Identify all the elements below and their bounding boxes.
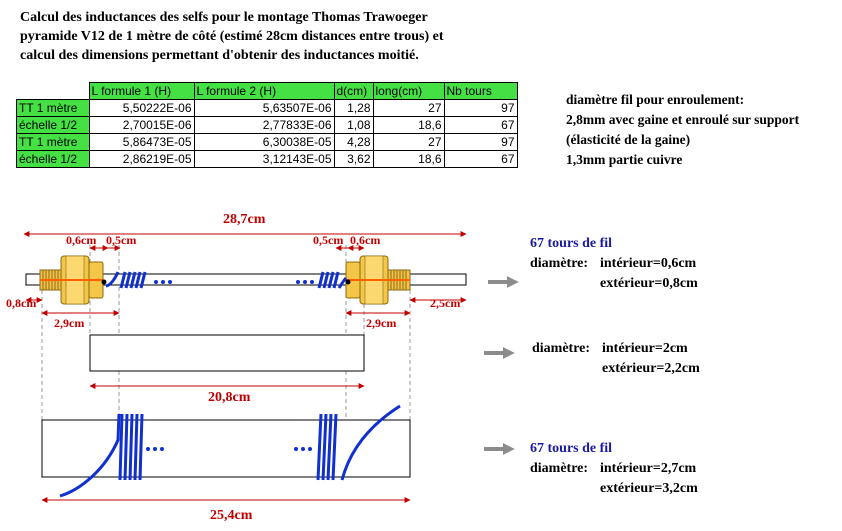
coil2-outer-row [530, 479, 698, 499]
cell-l1: 5,50222E-06 [89, 100, 194, 117]
cell-d: 3,62 [334, 151, 373, 168]
small-coil-dots-left [154, 280, 172, 284]
dim-left-inner-label: 0,5cm [106, 233, 137, 247]
cell-turns: 97 [444, 134, 517, 151]
tube-inner-row [532, 339, 700, 359]
coil1-turns: 67 tours de fil [530, 236, 613, 251]
right-connector [346, 256, 410, 304]
tube-inner: intérieur=2cm [602, 341, 688, 356]
spacer [530, 479, 600, 499]
cell-l1: 2,86219E-05 [89, 151, 194, 168]
dim-right-span-label: 2,9cm [366, 316, 397, 330]
cell-l1: 5,86473E-05 [89, 134, 194, 151]
coil1-outer: extérieur=0,8cm [600, 276, 698, 291]
coil1-diameter-label: diamètre: [530, 256, 589, 271]
cell-turns: 67 [444, 151, 517, 168]
cell-long: 18,6 [373, 151, 444, 168]
col-header-l1: L formule 1 (H) [89, 83, 194, 100]
tube-outer-row [532, 359, 700, 379]
intro-line-1: Calcul des inductances des selfs pour le montage Thomas Trawoeger [20, 10, 428, 25]
coil2-outer: extérieur=3,2cm [600, 481, 698, 496]
coil2-diameter-label: diamètre: [530, 461, 589, 476]
tube-outer: extérieur=2,2cm [602, 361, 700, 376]
dim-left-outer-label: 0,6cm [66, 233, 97, 247]
coil2-inner: intérieur=2,7cm [600, 461, 697, 476]
wire-note-line-4: 1,3mm partie cuivre [566, 152, 683, 167]
spacer [530, 274, 600, 294]
wire-note-line-3: (élasticité de la gaine) [566, 132, 691, 147]
dim-total-label: 28,7cm [223, 212, 266, 227]
cell-turns: 97 [444, 100, 517, 117]
left-solder-dot [102, 280, 107, 285]
coil2-turns: 67 tours de fil [530, 441, 613, 456]
coil1-outer-row [530, 274, 698, 294]
coil1-inner-row [530, 254, 698, 274]
cell-l2: 6,30038E-05 [194, 134, 334, 151]
cell-l2: 2,77833E-06 [194, 117, 334, 134]
cell-d: 1,28 [334, 100, 373, 117]
row-label: TT 1 mètre [17, 134, 90, 151]
big-coil-dots-right [294, 447, 312, 451]
row-label: échelle 1/2 [17, 151, 90, 168]
cell-d: 4,28 [334, 134, 373, 151]
cell-turns: 67 [444, 117, 517, 134]
small-coil-dots-right [296, 280, 314, 284]
col-header-l2: L formule 2 (H) [194, 83, 334, 100]
coil2-inner-row [530, 459, 698, 479]
inner-tube [90, 335, 364, 371]
cell-l2: 5,63507E-06 [194, 100, 334, 117]
dim-right-inner-label: 0,5cm [313, 233, 344, 247]
dim-right-edge-label: 2,5cm [430, 296, 461, 310]
col-header-d: d(cm) [334, 83, 373, 100]
cell-long: 27 [373, 100, 444, 117]
dim-left-edge-label: 0,8cm [6, 296, 37, 310]
dim-left-span-label: 2,9cm [54, 316, 85, 330]
spacer [532, 359, 602, 379]
col-header-turns: Nb tours [444, 83, 517, 100]
left-connector [40, 256, 103, 304]
annotation-coil1 [530, 234, 698, 294]
cell-l1: 2,70015E-06 [89, 117, 194, 134]
col-header-long: long(cm) [373, 83, 444, 100]
coil1-inner: intérieur=0,6cm [600, 256, 697, 271]
annotation-tube [532, 339, 700, 379]
row-label: échelle 1/2 [17, 117, 90, 134]
cell-long: 18,6 [373, 117, 444, 134]
big-coil-dots-left [146, 447, 164, 451]
wire-note-line-2: 2,8mm avec gaine et enroulé sur support [566, 112, 800, 127]
right-solder-dot [346, 280, 351, 285]
intro-line-3: calcul des dimensions permettant d'obtenir des inductances moitié. [20, 48, 419, 63]
wire-note-line-1: diamètre fil pour enroulement: [566, 92, 745, 107]
cell-d: 1,08 [334, 117, 373, 134]
cell-long: 27 [373, 134, 444, 151]
cell-l2: 3,12143E-05 [194, 151, 334, 168]
dim-right-outer-label: 0,6cm [350, 233, 381, 247]
row-label: TT 1 mètre [17, 100, 90, 117]
dim-bottom-label: 25,4cm [210, 508, 253, 523]
intro-line-2: pyramide V12 de 1 mètre de côté (estimé 28cm distances entre trous) et [20, 29, 444, 44]
tube-diameter-label: diamètre: [532, 341, 591, 356]
dim-middle-label: 20,8cm [208, 390, 251, 405]
annotation-coil2 [530, 439, 698, 499]
